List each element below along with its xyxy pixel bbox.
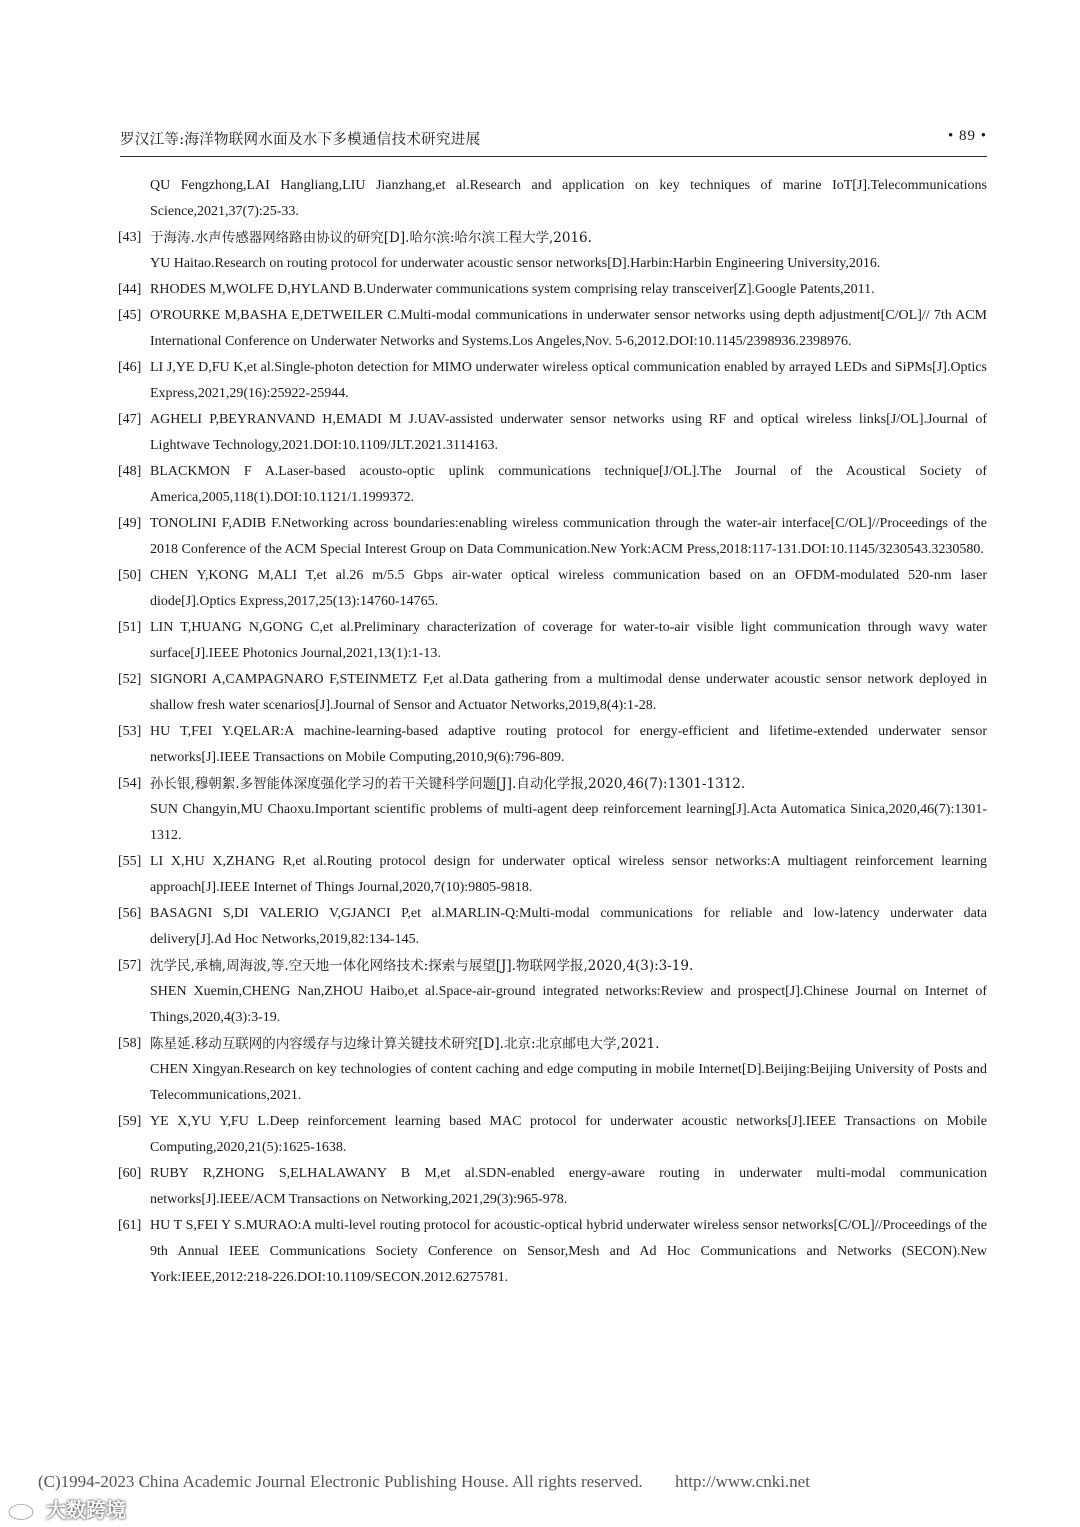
running-header: [120, 126, 987, 157]
reference-entry: [118, 719, 987, 771]
reference-number: [52]: [118, 672, 142, 687]
reference-number: [53]: [118, 724, 142, 739]
reference-entry: [118, 849, 987, 901]
reference-text: BLACKMON F A.Laser-based acousto-optic uplink communications technique[J/OL].The Journal of the Acoustical Society of America,2005,118(1).DOI:10.1121/1.1999372.: [150, 464, 987, 505]
reference-number: [51]: [118, 620, 142, 635]
reference-number: [55]: [118, 854, 142, 869]
reference-entry: [118, 355, 987, 407]
copyright-text: (C)1994-2023 China Academic Journal Electronic Publishing House. All rights reserved.: [38, 1472, 643, 1491]
reference-entry: [118, 277, 987, 303]
reference-text: 陈星延.移动互联网的内容缓存与边缘计算关键技术研究[D].北京:北京邮电大学,2021.: [150, 1036, 660, 1052]
reference-number: [46]: [118, 360, 142, 375]
reference-entry: [118, 225, 987, 277]
reference-entry: [118, 615, 987, 667]
page-number: • 89 •: [947, 128, 987, 144]
reference-number: [59]: [118, 1114, 142, 1129]
reference-text: 孙长银,穆朝絮.多智能体深度强化学习的若干关键科学问题[J].自动化学报,2020,46(7):1301-1312.: [150, 776, 746, 792]
reference-text: LIN T,HUANG N,GONG C,et al.Preliminary characterization of coverage for water-to-air visible light communication through wavy water surface[J].IEEE Photonics Journal,2021,13(1):1-13.: [150, 620, 987, 661]
reference-text: LI X,HU X,ZHANG R,et al.Routing protocol design for underwater optical wireless sensor networks:A multiagent reinforcement learning approach[J].IEEE Internet of Things Journal,2020,7(10):9805-9818.: [150, 854, 987, 895]
weibo-logo-icon: [6, 1497, 40, 1521]
reference-list: [118, 173, 987, 1291]
reference-entry: [118, 1109, 987, 1161]
reference-text: CHEN Xingyan.Research on key technologies of content caching and edge computing in mobile Internet[D].Beijing:Beijing University of Posts and Telecommunications,2021.: [150, 1062, 987, 1103]
reference-number: [47]: [118, 412, 142, 427]
reference-number: [56]: [118, 906, 142, 921]
reference-text: HU T,FEI Y.QELAR:A machine-learning-based adaptive routing protocol for energy-efficient and lifetime-extended underwater sensor networks[J].IEEE Transactions on Mobile Computing,2010,9(6):796-809.: [150, 724, 987, 765]
reference-text: HU T S,FEI Y S.MURAO:A multi-level routing protocol for acoustic-optical hybrid underwater wireless sensor networks[C/OL]//Proceedings of the 9th Annual IEEE Communications Society Conference on Sensor,Mesh and Ad Hoc Communications and Networks (SECON).New York:IEEE,2012:218-226.DOI:10.1109/SECON.2012.6275781.: [150, 1218, 987, 1285]
reference-number: [45]: [118, 308, 142, 323]
reference-text: LI J,YE D,FU K,et al.Single-photon detection for MIMO underwater wireless optical communication enabled by arrayed LEDs and SiPMs[J].Optics Express,2021,29(16):25922-25944.: [150, 360, 987, 401]
reference-number: [58]: [118, 1036, 142, 1051]
reference-text: O'ROURKE M,BASHA E,DETWEILER C.Multi-modal communications in underwater sensor networks using depth adjustment[C/OL]// 7th ACM International Conference on Underwater Networks and Systems.Los Angeles,Nov. 5-6,2012.DOI:10.1145/2398936.2398976.: [150, 308, 987, 349]
reference-entry: [118, 667, 987, 719]
reference-text: RHODES M,WOLFE D,HYLAND B.Underwater communications system comprising relay transceiver[Z].Google Patents,2011.: [150, 282, 875, 297]
reference-entry: [118, 1213, 987, 1291]
reference-entry: [118, 953, 987, 1031]
reference-text: RUBY R,ZHONG S,ELHALAWANY B M,et al.SDN-enabled energy-aware routing in underwater multi-modal communication networks[J].IEEE/ACM Transactions on Networking,2021,29(3):965-978.: [150, 1166, 987, 1207]
reference-text: BASAGNI S,DI VALERIO V,GJANCI P,et al.MARLIN-Q:Multi-modal communications for reliable and low-latency underwater data delivery[J].Ad Hoc Networks,2019,82:134-145.: [150, 906, 987, 947]
reference-text: SIGNORI A,CAMPAGNARO F,STEINMETZ F,et al.Data gathering from a multimodal dense underwater acoustic sensor network deployed in shallow fresh water scenarios[J].Journal of Sensor and Actuator Networks,2019,8(4):1-28.: [150, 672, 987, 713]
reference-entry: [118, 459, 987, 511]
reference-text: 沈学民,承楠,周海波,等.空天地一体化网络技术:探索与展望[J].物联网学报,2020,4(3):3-19.: [150, 958, 694, 974]
reference-number: [48]: [118, 464, 142, 479]
reference-number: [50]: [118, 568, 142, 583]
reference-number: [60]: [118, 1166, 142, 1181]
reference-entry: [118, 563, 987, 615]
reference-number: [54]: [118, 776, 142, 791]
watermark-text: 大数跨境: [46, 1498, 126, 1522]
reference-entry: [118, 1031, 987, 1109]
reference-number: [61]: [118, 1218, 142, 1233]
watermark: [6, 1494, 126, 1523]
reference-text: AGHELI P,BEYRANVAND H,EMADI M J.UAV-assisted underwater sensor networks using RF and optical wireless links[J/OL].Journal of Lightwave Technology,2021.DOI:10.1109/JLT.2021.3114163.: [150, 412, 987, 453]
reference-number: [44]: [118, 282, 142, 297]
reference-text: YE X,YU Y,FU L.Deep reinforcement learning based MAC protocol for underwater acoustic networks[J].IEEE Transactions on Mobile Computing,2020,21(5):1625-1638.: [150, 1114, 987, 1155]
reference-text: SUN Changyin,MU Chaoxu.Important scientific problems of multi-agent deep reinforcement learning[J].Acta Automatica Sinica,2020,46(7):1301-1312.: [150, 802, 987, 843]
copyright-footer: [38, 1472, 1048, 1492]
cnki-link[interactable]: http://www.cnki.net: [675, 1472, 810, 1491]
reference-text: SHEN Xuemin,CHENG Nan,ZHOU Haibo,et al.Space-air-ground integrated networks:Review and prospect[J].Chinese Journal on Internet of Things,2020,4(3):3-19.: [150, 984, 987, 1025]
reference-entry: [118, 511, 987, 563]
reference-number: [49]: [118, 516, 142, 531]
reference-text: TONOLINI F,ADIB F.Networking across boundaries:enabling wireless communication through the water-air interface[C/OL]//Proceedings of the 2018 Conference of the ACM Special Interest Group on Data Communication.New York:ACM Press,2018:117-131.DOI:10.1145/3230543.3230580.: [150, 516, 987, 557]
reference-number: [57]: [118, 958, 142, 973]
reference-entry: [118, 771, 987, 849]
reference-text: QU Fengzhong,LAI Hangliang,LIU Jianzhang,et al.Research and application on key techniques of marine IoT[J].Telecommunications Science,2021,37(7):25-33.: [150, 178, 987, 219]
reference-entry: [118, 173, 987, 225]
reference-entry: [118, 1161, 987, 1213]
reference-number: [43]: [118, 230, 142, 245]
reference-text: 于海涛.水声传感器网络路由协议的研究[D].哈尔滨:哈尔滨工程大学,2016.: [150, 230, 592, 246]
reference-entry: [118, 407, 987, 459]
running-header-title: 罗汉江等:海洋物联网水面及水下多模通信技术研究进展: [120, 132, 481, 148]
reference-text: CHEN Y,KONG M,ALI T,et al.26 m/5.5 Gbps air-water optical wireless communication based on an OFDM-modulated 520-nm laser diode[J].Optics Express,2017,25(13):14760-14765.: [150, 568, 987, 609]
reference-entry: [118, 303, 987, 355]
reference-entry: [118, 901, 987, 953]
reference-text: YU Haitao.Research on routing protocol for underwater acoustic sensor networks[D].Harbin:Harbin Engineering University,2016.: [150, 256, 881, 271]
